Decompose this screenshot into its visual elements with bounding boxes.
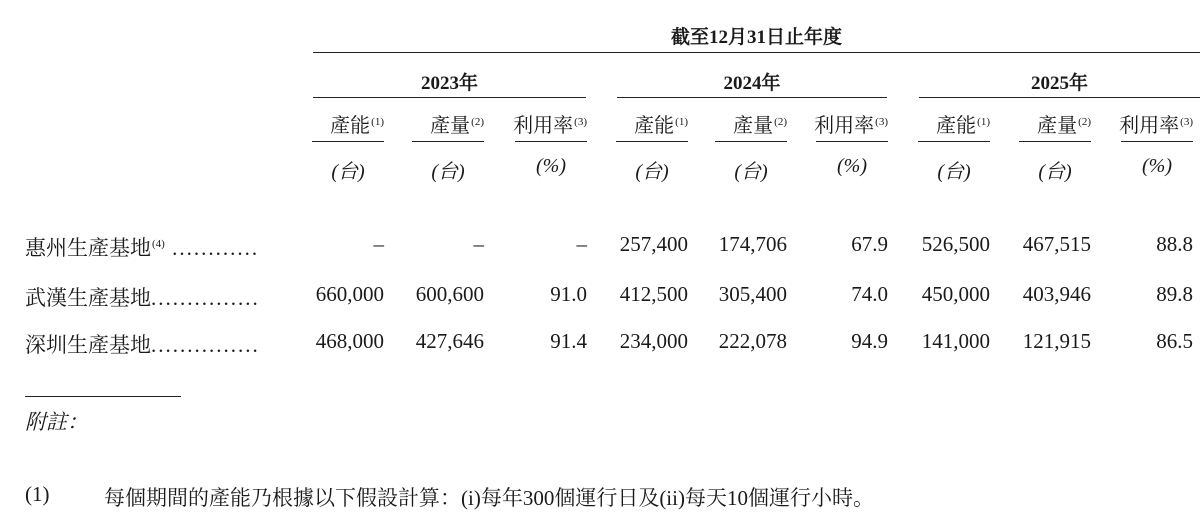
column-header-utilization — [1083, 109, 1193, 138]
table-cell: 468,000 — [315, 329, 384, 353]
column-unit-utilization: (%) — [1142, 155, 1172, 177]
column-unit-output: (台) — [1038, 161, 1072, 183]
column-header-label: 產能 — [330, 115, 371, 137]
notes-heading: 附註： — [25, 410, 88, 434]
column-header-rule — [1019, 141, 1091, 142]
year-2024: 2024年 — [723, 73, 781, 94]
column-unit-output: (台) — [431, 161, 465, 183]
column-header-note: (1) — [675, 116, 688, 128]
table-cell: 600,600 — [415, 282, 484, 306]
row-label-note: (4) — [152, 238, 165, 250]
column-header-output — [677, 109, 787, 138]
column-header-label: 利用率 — [513, 115, 574, 137]
row-label — [25, 329, 260, 359]
table-cell: – — [576, 232, 587, 256]
table-cell: 305,400 — [718, 282, 787, 306]
row-label — [25, 232, 259, 262]
column-unit-output: (台) — [734, 161, 768, 183]
column-header-rule — [312, 141, 384, 142]
column-header-rule — [616, 141, 688, 142]
column-header-label: 利用率 — [814, 115, 875, 137]
table-cell: 257,400 — [619, 232, 688, 256]
table-cell: 450,000 — [921, 282, 990, 306]
table-cell: 403,946 — [1022, 282, 1091, 306]
table-cell: – — [473, 232, 484, 256]
year-rule-2025 — [919, 97, 1200, 98]
year-2025: 2025年 — [1030, 73, 1088, 94]
column-unit-capacity: (台) — [635, 161, 669, 183]
column-header-output — [981, 109, 1091, 138]
table-cell: – — [373, 232, 384, 256]
table-cell: 412,500 — [619, 282, 688, 306]
column-unit-utilization: (%) — [837, 155, 867, 177]
period-rule — [313, 52, 1200, 53]
column-unit-utilization: (%) — [536, 155, 566, 177]
column-unit-capacity: (台) — [331, 161, 365, 183]
column-header-label: 產量 — [430, 115, 471, 137]
table-cell: 91.4 — [550, 329, 587, 353]
table-cell: 88.8 — [1156, 232, 1193, 256]
column-header-note: (3) — [574, 116, 587, 128]
column-header-rule — [918, 141, 990, 142]
table-cell: 74.0 — [851, 282, 888, 306]
column-header-rule — [1121, 141, 1193, 142]
leader-dots: ............ — [164, 236, 260, 260]
leader-dots: ............... — [151, 286, 260, 310]
column-header-label: 利用率 — [1119, 115, 1180, 137]
table-cell: 141,000 — [921, 329, 990, 353]
column-header-rule — [515, 141, 587, 142]
column-header-output — [374, 109, 484, 138]
row-label — [25, 282, 260, 312]
footnote-rule — [25, 396, 181, 397]
column-header-note: (1) — [977, 116, 990, 128]
column-header-utilization — [477, 109, 587, 138]
period-title: 截至12月31日止年度 — [670, 27, 842, 48]
table-cell: 91.0 — [550, 282, 587, 306]
column-header-rule — [715, 141, 787, 142]
column-header-note: (2) — [1078, 116, 1091, 128]
column-header-label: 產能 — [634, 115, 675, 137]
table-cell: 89.8 — [1156, 282, 1193, 306]
table-cell: 222,078 — [718, 329, 787, 353]
table-cell: 234,000 — [619, 329, 688, 353]
column-header-note: (2) — [471, 116, 484, 128]
column-header-note: (1) — [371, 116, 384, 128]
table-cell: 467,515 — [1022, 232, 1091, 256]
note-1-marker: (1) — [25, 482, 50, 506]
row-label-text: 深圳生產基地 — [25, 333, 151, 357]
column-header-utilization — [778, 109, 888, 138]
column-header-rule — [816, 141, 888, 142]
row-label-text: 武漢生產基地 — [25, 286, 151, 310]
column-header-note: (2) — [774, 116, 787, 128]
column-header-capacity — [578, 109, 688, 138]
table-cell: 67.9 — [851, 232, 888, 256]
column-header-capacity — [880, 109, 990, 138]
table-cell: 94.9 — [851, 329, 888, 353]
table-cell: 174,706 — [718, 232, 787, 256]
column-header-note: (3) — [875, 116, 888, 128]
table-cell: 660,000 — [315, 282, 384, 306]
note-1-text: 每個期間的產能乃根據以下假設計算：(i)每年300個運行日及(ii)每天10個運行小時。 — [104, 486, 874, 510]
column-header-capacity — [274, 109, 384, 138]
leader-dots: ............... — [151, 333, 260, 357]
table-cell: 427,646 — [415, 329, 484, 353]
year-rule-2023 — [313, 97, 586, 98]
year-rule-2024 — [617, 97, 887, 98]
column-unit-capacity: (台) — [937, 161, 971, 183]
table-cell: 526,500 — [921, 232, 990, 256]
column-header-label: 產量 — [1037, 115, 1078, 137]
column-header-note: (3) — [1180, 116, 1193, 128]
column-header-label: 產量 — [733, 115, 774, 137]
table-cell: 86.5 — [1156, 329, 1193, 353]
year-2023: 2023年 — [420, 73, 478, 94]
column-header-rule — [412, 141, 484, 142]
row-label-text: 惠州生產基地 — [25, 236, 151, 260]
column-header-label: 產能 — [936, 115, 977, 137]
table-cell: 121,915 — [1022, 329, 1091, 353]
